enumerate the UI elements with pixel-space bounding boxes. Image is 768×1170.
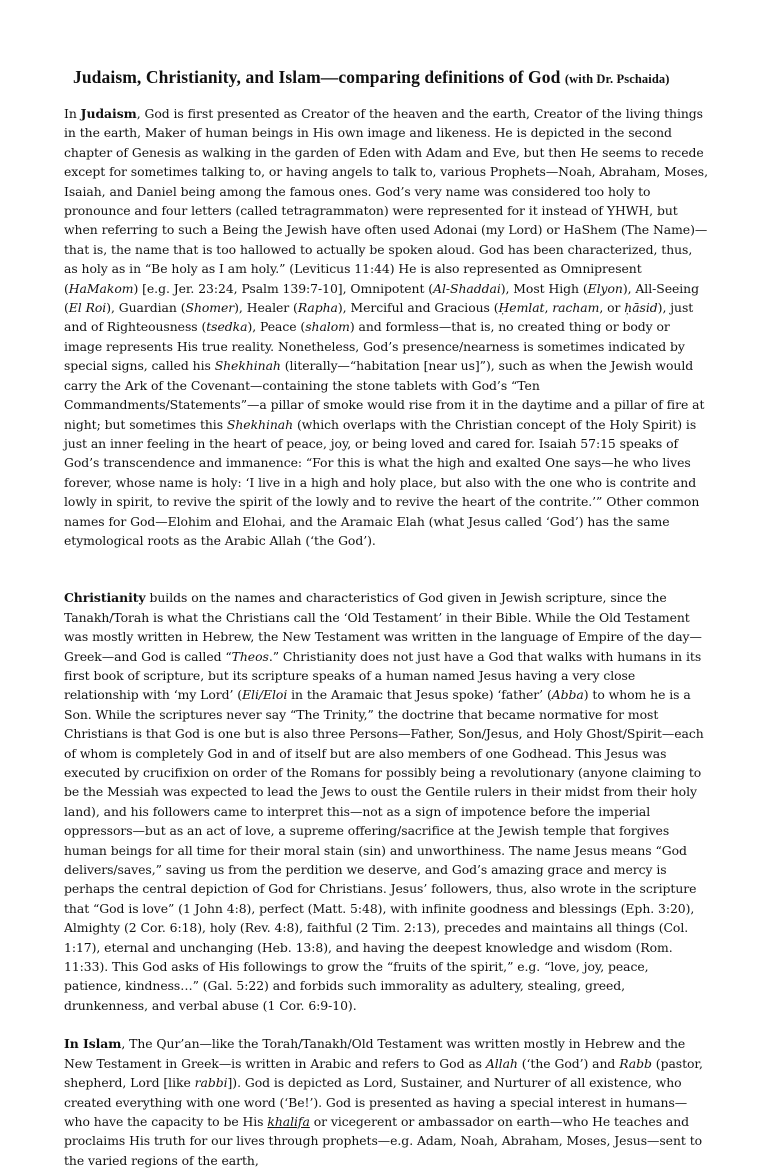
text-run: ), Most High (: [500, 280, 588, 296]
text-run: builds on the names and characteristics of God given in Jewish scripture, since the Tanakh/Torah is what the Christians call the ‘Old Testament’ in their Bible. While the Old Testament was mostly written in Hebrew, the New Testament was written in the language of Empire of the day—Greek—and God is called “: [64, 590, 702, 664]
term-al-shaddai: Al-Shaddai: [433, 280, 501, 296]
term-shalom: shalom: [305, 319, 350, 335]
document-title: [64, 66, 708, 90]
text-run: (literally—“habitation [near us]”), such as when the Jewish would carry the Ark of the Covenant—containing the stone tablets with God’s “Ten Commandments/Statements”—a pillar of smoke would rise from it in the daytime and a pillar of fire at night; but sometimes this: [64, 358, 705, 432]
text-run: ) and formless—that is, no created thing or body or image represents His true reality. Nonetheless, God’s presence/nearness is sometimes indicated by special signs, called his: [64, 319, 685, 374]
text-run: ), Guardian (: [106, 300, 186, 316]
text-run: , or: [599, 300, 625, 316]
term-racham: racham: [552, 300, 600, 316]
term-hasid: ḥāsid: [624, 300, 658, 316]
text-run: ) to whom he is a Son. While the scriptures never say “The Trinity,” the doctrine that became normative for most Christians is that God is one but is also three Persons—Father, Son/Jesus, and Holy Ghost/Spirit—each of whom is completely God in and of itself but are also members of one Godhead. This Jesus was executed by crucifixion on order of the Romans for possibly being a revolutionary (anyone claiming to be the Messiah was expected to lead the Jews to oust the Gentile rulers in their midst from their holy land), and his followers came to interpret this—not as a sign of impotence before the imperial oppressors—but as an act of love, a supreme offering/sacrifice at the Jewish temple that forgives human beings for all time for their moral stain (sin) and unworthiness. The name Jesus means “God delivers/saves,” saving us from the perdition we deserve, and God’s amazing grace and mercy is perhaps the central depiction of God for Christians. Jesus’ followers, thus, also wrote in the scripture that “God is love” (1 John 4:8), perfect (Matt. 5:48), with infinite goodness and blessings (Eph. 3:20), Almighty (2 Cor. 6:18), holy (Rev. 4:8), faithful (2 Tim. 2:13), precedes and maintains all things (Col. 1:17), eternal and unchanging (Heb. 13:8), and having the deepest knowledge and wisdom (Rom. 11:33). This God asks of His followings to grow the “fruits of the spirit,” e.g. “love, joy, peace, patience, kindness…” (Gal. 5:22) and forbids such immorality as adultery, stealing, greed, drunkenness, and verbal abuse (1 Cor. 6:9-10).: [64, 687, 704, 1013]
text-run: ), All-Seeing (: [64, 280, 699, 316]
text-run: (which overlaps with the Christian concept of the Holy Spirit) is just an inner feeling in the heart of peace, joy, or being loved and cared for. Isaiah 57:15 speaks of God’s transcendence and immanence: “For this is what the high and exalted One says—he who lives forever, whose name is holy: ‘I live in a high and holy place, but also with the one who is contrite and lowly in spirit, to revive the spirit of the lowly and to revive the heart of the contrite.’” Other common names for God—Elohim and Elohai, and the Aramaic Elah (what Jesus called ‘God’) has the same etymological roots as the Arabic Allah (‘the God’).: [64, 416, 700, 548]
islam-heading: In Islam: [64, 1036, 122, 1052]
text-run: ) [e.g. Jer. 23:24, Psalm 139:7-10], Omnipotent (: [133, 280, 434, 296]
text-run: (pastor, shepherd, Lord [like: [64, 1055, 703, 1091]
term-tsedka: tsedka: [206, 319, 248, 335]
term-rabb: Rabb: [619, 1055, 652, 1071]
text-run: .” Christianity does not just have a God that walks with humans in its first book of scripture, but its scripture speaks of a human named Jesus having a very close relationship with ‘my Lord’ (: [64, 648, 702, 703]
term-hemlat: Ḥemlat: [498, 300, 545, 316]
term-rabbi: rabbi: [194, 1075, 228, 1091]
term-elyon: Elyon: [587, 280, 623, 296]
text-run: ), Peace (: [247, 319, 306, 335]
text-run: ), Healer (: [234, 300, 298, 316]
text-run: ), just and of Righteousness (: [64, 300, 694, 335]
text-run: , God is first presented as Creator of the heaven and the earth, Creator of the living things in the earth, Maker of human beings in His own image and likeness. He is depicted in the second chapter of Genesis as walking in the garden of Eden with Adam and Eve, but then He seems to recede except for sometimes talking to, or having angels to talk to, various Prophets—Noah, Abraham, Moses, Isaiah, and Daniel being among the famous ones. God’s very name was considered too holy to pronounce and four letters (called tetragrammaton) were represented for it instead of YHWH, but when referring to such a Being the Jewish have often used Adonai (my Lord) or HaShem (The Name)—that is, the name that is too hallowed to actually be spoken aloud. God has been characterized, thus, as holy as in “Be holy as I am holy.” (Leviticus 11:44) He is also represented as Omnipresent (: [64, 106, 708, 296]
term-el-roi: El Roi: [68, 300, 107, 316]
text-run: , The Qur’an—like the Torah/Tanakh/Old Testament was written mostly in Hebrew and the New Testament in Greek—is written in Arabic and refers to God as: [64, 1036, 686, 1071]
judaism-heading: Judaism: [80, 106, 137, 121]
term-eli-eloi: Eli/Eloi: [242, 687, 288, 703]
title-main: Judaism, Christianity, and Islam—comparing definitions of God: [73, 67, 561, 87]
text-run: in the Aramaic that Jesus spoke) ‘father’ (: [287, 687, 552, 703]
christianity-heading: Christianity: [64, 590, 146, 606]
term-khalifa: khalifa: [267, 1113, 310, 1129]
text-run: In: [64, 106, 81, 121]
text-run: ,: [544, 300, 553, 316]
text-run: or vicegerent or ambassador on earth—who He teaches and proclaims His truth for our lives through prophets—e.g. Adam, Noah, Abraham, Moses, Jesus—sent to the varied regions of the earth,: [64, 1113, 703, 1168]
term-theos: Theos: [231, 648, 269, 664]
term-shekhinah: Shekhinah: [226, 416, 294, 432]
term-hamakom: HaMakom: [68, 280, 134, 296]
judaism-paragraph: [64, 104, 708, 550]
christianity-paragraph: [64, 588, 708, 1015]
term-allah: Allah: [485, 1055, 518, 1071]
text-run: (‘the God’) and: [517, 1055, 620, 1071]
text-run: ]). God is depicted as Lord, Sustainer, and Nurturer of all existence, who created everything with one word (‘Be!’). God is presented as having a special interest in humans—who have the capacity to be His: [64, 1075, 688, 1129]
term-abba: Abba: [551, 687, 584, 703]
term-shomer: Shomer: [185, 300, 235, 316]
text-run: ), Merciful and Gracious (: [337, 300, 499, 316]
term-rapha: Rapha: [297, 300, 338, 316]
title-subtitle: (with Dr. Pschaida): [564, 72, 670, 86]
islam-paragraph: [64, 1034, 708, 1170]
term-shekhinah: Shekhinah: [214, 358, 281, 374]
